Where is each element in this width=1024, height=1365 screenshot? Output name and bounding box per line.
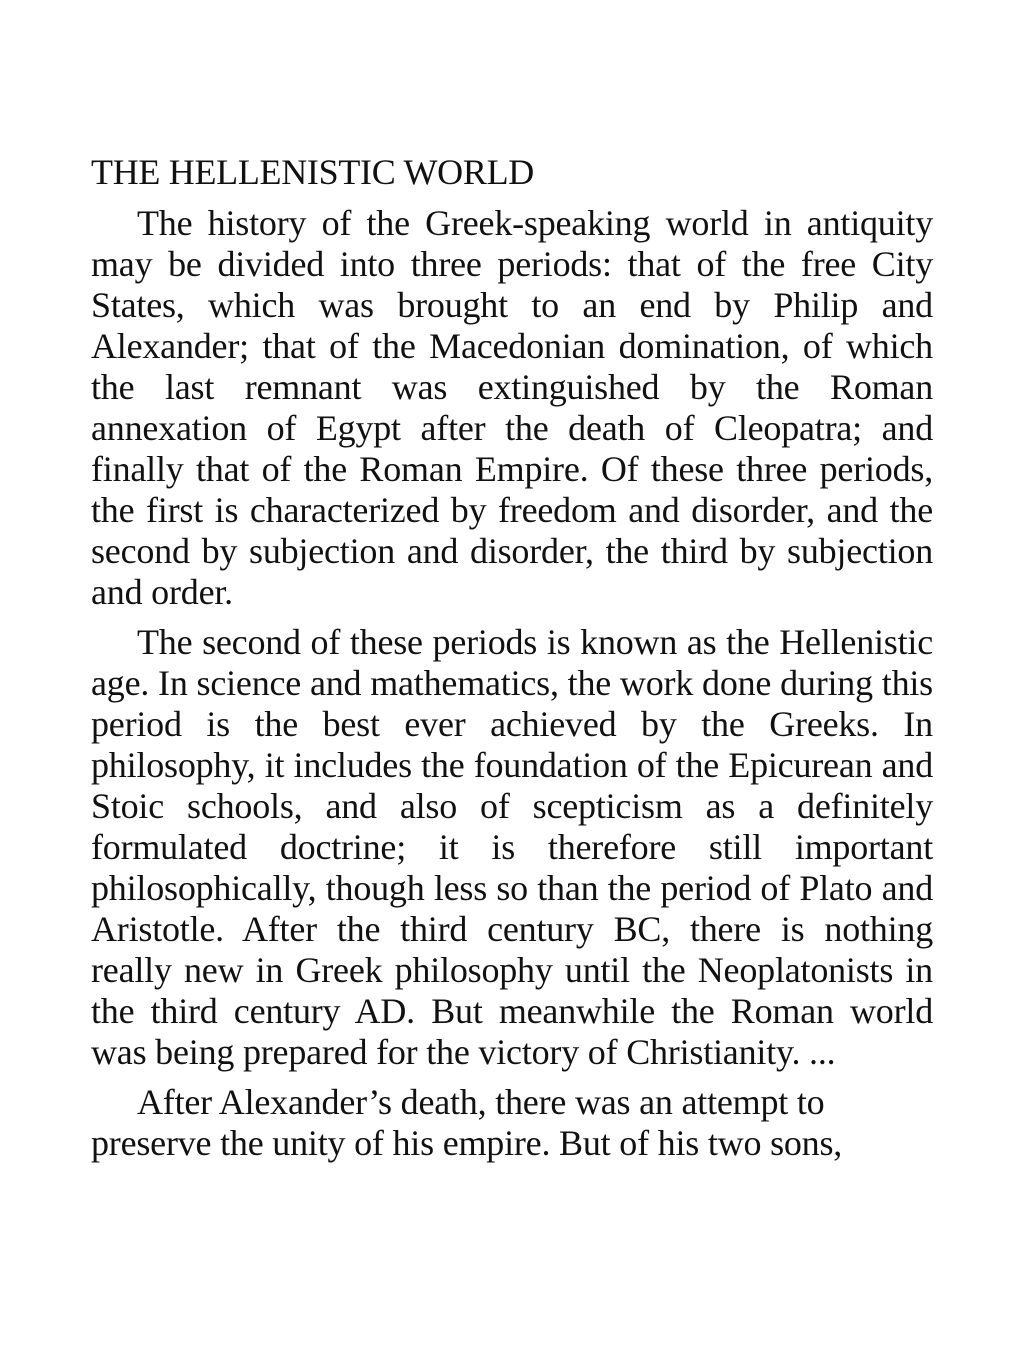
paragraph-1: The history of the Greek-speaking world in antiquity may be divided into three periods: that of the free City States, which was brought to an end by Philip and Alexander; that of the Macedonian domination, of which the last remnant was extinguished by the Roman annexation of Egypt after the death of Cleopatra; and finally that of the Roman Empire. Of these three periods, the first is characterized by freedom and disorder, and the second by subjection and disorder, the third by subjection and order. xyxy=(91,203,933,612)
paragraph-2: The second of these periods is known as the Hellenistic age. In science and mathematics, the work done during this period is the best ever achieved by the Greeks. In philosophy, it includes the foundation of the Epicurean and Stoic schools, and also of scepticism as a definitely formulated doctrine; it is therefore still important philosophically, though less so than the period of Plato and Aristotle. After the third century BC, there is nothing really new in Greek philosophy until the Neoplatonists in the third century AD. But meanwhile the Roman world was being prepared for the victory of Christianity. ... xyxy=(91,622,933,1072)
paragraph-3: After Alexander’s death, there was an attempt to preserve the unity of his empire. But of his two sons, xyxy=(91,1082,843,1163)
chapter-title: THE HELLENISTIC WORLD xyxy=(91,152,534,192)
document-page xyxy=(91,152,933,1173)
